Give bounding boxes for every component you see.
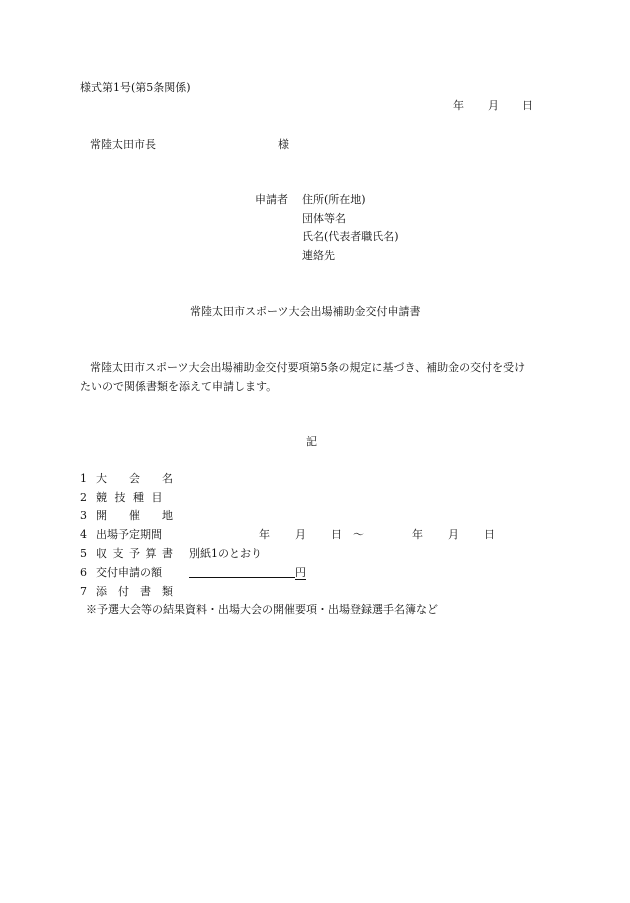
item-number: 7: [80, 585, 87, 598]
addressee: 常陸太田市長: [90, 138, 156, 151]
applicant-name: 氏名(代表者職氏名): [302, 230, 399, 243]
period-end-day: 日: [484, 528, 495, 541]
attachments-note: ※予選大会等の結果資料・出場大会の開催要項・出場登録選手名簿など: [86, 603, 438, 616]
period-start-day: 日: [331, 528, 342, 541]
applicant-label: 申請者: [255, 193, 288, 206]
item-number: 1: [80, 472, 87, 485]
amount-blank-line: [189, 565, 295, 578]
date-year: 年: [453, 99, 464, 112]
form-number: 様式第1号(第5条関係): [80, 81, 191, 94]
period-end-year: 年: [412, 528, 423, 541]
item-label-event: 競 技 種 目: [96, 491, 165, 504]
item-number: 5: [80, 547, 87, 560]
body-line-1: 常陸太田市スポーツ大会出場補助金交付要項第5条の規定に基づき、補助金の交付を受け: [90, 361, 526, 374]
item-number: 3: [80, 509, 87, 522]
item-number: 6: [80, 566, 87, 579]
date-day: 日: [522, 99, 533, 112]
ki-heading: 記: [306, 435, 317, 448]
item-label-amount: 交付申請の額: [96, 566, 162, 579]
honorific: 様: [278, 138, 289, 151]
document-title: 常陸太田市スポーツ大会出場補助金交付申請書: [190, 305, 421, 318]
budget-value: 別紙1のとおり: [189, 547, 262, 560]
period-end-month: 月: [448, 528, 459, 541]
applicant-organization: 団体等名: [302, 212, 346, 225]
period-start-year: 年: [259, 528, 270, 541]
item-label-period: 出場予定期間: [96, 528, 162, 541]
item-label-budget: 収 支 予 算 書: [96, 547, 174, 560]
period-tilde: ～: [353, 528, 364, 541]
amount-unit: 円: [295, 566, 306, 579]
body-line-2: たいので関係書類を添えて申請します。: [80, 380, 278, 393]
item-number: 2: [80, 491, 87, 504]
applicant-address: 住所(所在地): [302, 193, 366, 206]
item-label-venue: 開 催 地: [96, 509, 173, 522]
item-label-tournament-name: 大 会 名: [96, 472, 173, 485]
item-number: 4: [80, 528, 87, 541]
date-month: 月: [488, 99, 499, 112]
item-label-attachments: 添 付 書 類: [96, 585, 173, 598]
applicant-contact: 連絡先: [302, 249, 335, 262]
period-start-month: 月: [295, 528, 306, 541]
